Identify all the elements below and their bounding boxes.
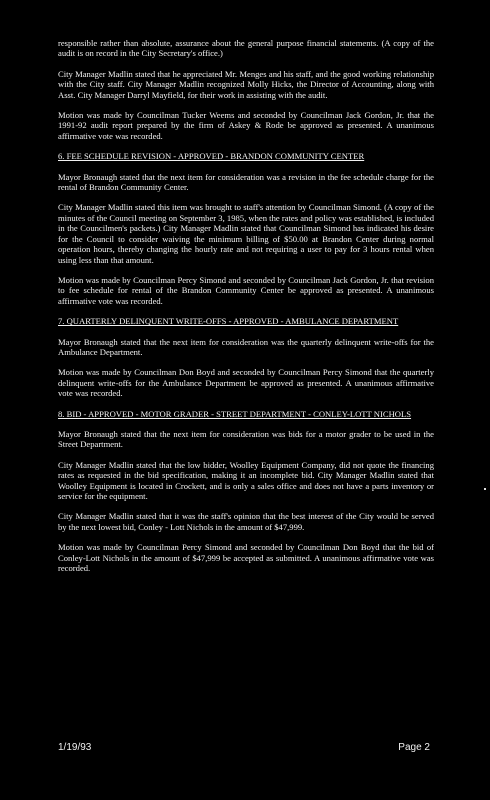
scan-speck	[484, 488, 486, 490]
paragraph-fee-motion: Motion was made by Councilman Percy Simond and seconded by Councilman Jack Gordon, Jr. that revision to fee schedule for rental of the Brandon Community Center be approved as presented. A unanimous affirmative vote was recorded.	[58, 274, 434, 306]
section-heading-7: 7. QUARTERLY DELINQUENT WRITE-OFFS - APPROVED - AMBULANCE DEPARTMENT	[58, 316, 399, 327]
paragraph-audit-appreciation: City Manager Madlin stated that he appreciated Mr. Menges and his staff, and the good working relationship with the City staff. City Manager Madlin recognized Molly Hicks, the Director of Accounting, along with Asst. City Manager Darryl Mayfield, for their work in assisting with the audit.	[58, 68, 434, 100]
footer-date: 1/19/93	[58, 742, 92, 753]
section-heading-8: 8. BID - APPROVED - MOTOR GRADER - STREET DEPARTMENT - CONLEY-LOTT NICHOLS	[58, 408, 412, 419]
paragraph-writeoff-intro: Mayor Bronaugh stated that the next item for consideration was the quarterly delinquent write-offs for the Ambulance Department.	[58, 336, 434, 357]
paragraph-bid-lowbidder: City Manager Madlin stated that the low bidder, Woolley Equipment Company, did not quote the financing rates as requested in the bid specification, making it an incomplete bid. City Manager Madlin stated that Woolley Equipment is located in Crockett, and is only a sales office and does not have a parts inventory or service for the equipment.	[58, 459, 434, 501]
footer-page-number: Page 2	[398, 742, 430, 753]
paragraph-fee-intro: Mayor Bronaugh stated that the next item for consideration was a revision in the fee schedule charge for the rental of Brandon Community Center.	[58, 171, 434, 193]
paragraph-bid-motion: Motion was made by Councilman Percy Simond and seconded by Councilman Don Boyd that the bid of Conley-Lott Nichols in the amount of $47,999 be accepted as submitted. A unanimous affirmative vote was recorded.	[58, 542, 434, 574]
paragraph-bid-intro: Mayor Bronaugh stated that the next item for consideration was bids for a motor grader to be used in the Street Department.	[58, 428, 434, 450]
document-body	[58, 38, 434, 583]
paragraph-audit-assurance: responsible rather than absolute, assurance about the general purpose financial statements. (A copy of the audit is on record in the City Secretary's office.)	[58, 38, 434, 59]
paragraph-writeoff-motion: Motion was made by Councilman Don Boyd and seconded by Councilman Percy Simond that the quarterly delinquent write-offs for the Ambulance Department be approved as presented. A unanimous affirmative vote was recorded.	[58, 367, 434, 399]
paragraph-bid-recommendation: City Manager Madlin stated that it was the staff's opinion that the best interest of the City would be served by the next lowest bid, Conley - Lott Nichols in the amount of $47,999.	[58, 511, 434, 532]
paragraph-audit-motion: Motion was made by Councilman Tucker Weems and seconded by Councilman Jack Gordon, Jr. that the 1991-92 audit report prepared by the firm of Askey & Rode be approved as presented. A unanimous affirmative vote was recorded.	[58, 110, 434, 141]
paragraph-fee-details: City Manager Madlin stated this item was brought to staff's attention by Councilman Simond. (A copy of the minutes of the Council meeting on September 3, 1985, when the rates and policy was established, is included in the Councilmen's packets.) City Manager Madlin stated that Councilman Simond has indicated his desire for the Council to consider waiving the minimum billing of $50.00 at Brandon Center during normal operation hours, thereby changing the hourly rate and not requiring a user to pay for 3 hours rental when using less than that amount.	[58, 202, 434, 265]
section-heading-6: 6. FEE SCHEDULE REVISION - APPROVED - BRANDON COMMUNITY CENTER	[58, 151, 365, 162]
